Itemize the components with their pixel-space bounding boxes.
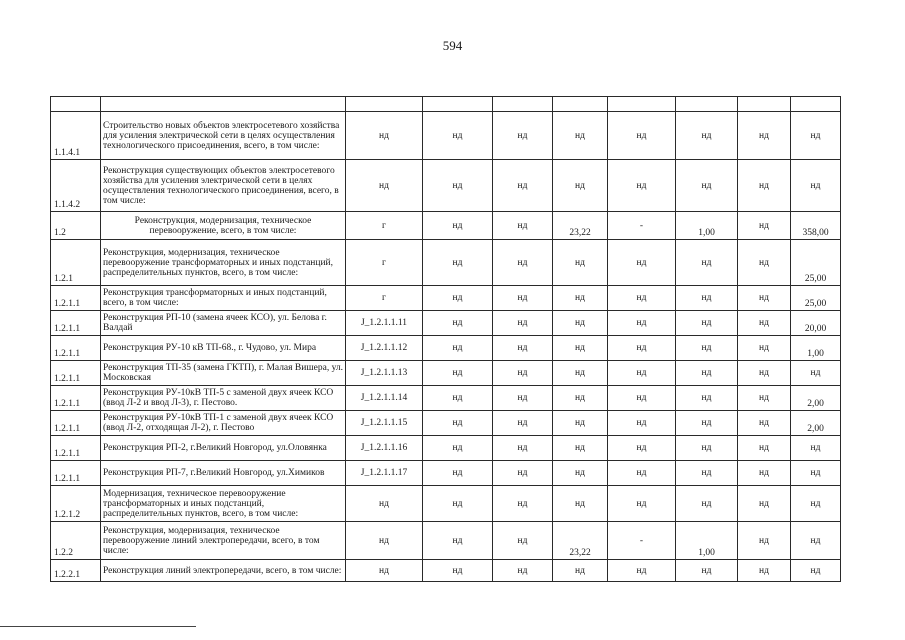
row-code: 1.2.1.1 <box>51 411 101 436</box>
value-cell: нд <box>423 240 493 286</box>
row-code: 1.2.1.1 <box>51 361 101 386</box>
value-cell: нд <box>676 160 738 212</box>
row-code: 1.2 <box>51 212 101 240</box>
row-name: Реконструкция, модернизация, техническое перевооружение, всего, в том числе: <box>101 212 346 240</box>
value-cell: нд <box>676 286 738 311</box>
value-cell: нд <box>738 411 791 436</box>
value-cell: нд <box>738 560 791 582</box>
value-cell: 23,22 <box>553 212 608 240</box>
row-code: 1.2.1.1 <box>51 336 101 361</box>
table-row <box>51 461 841 486</box>
value-cell: нд <box>493 336 553 361</box>
value-cell: нд <box>676 486 738 522</box>
value-cell: нд <box>676 311 738 336</box>
row-name: Реконструкция РП-10 (замена ячеек КСО), ул. Белова г. Валдай <box>101 311 346 336</box>
footnote-rule <box>0 626 196 627</box>
table-row <box>51 97 841 112</box>
value-cell: нд <box>423 411 493 436</box>
value-cell: нд <box>738 522 791 560</box>
value-cell: нд <box>791 436 841 461</box>
value-cell: нд <box>608 336 676 361</box>
value-cell: нд <box>738 361 791 386</box>
row-identifier: нд <box>346 486 423 522</box>
table-row <box>51 240 841 286</box>
table-row <box>51 560 841 582</box>
row-name: Реконструкция трансформаторных и иных подстанций, всего, в том числе: <box>101 286 346 311</box>
value-cell: нд <box>423 311 493 336</box>
value-cell: нд <box>493 311 553 336</box>
value-cell: - <box>608 522 676 560</box>
value-cell: нд <box>791 522 841 560</box>
value-cell: нд <box>493 386 553 411</box>
table-row <box>51 522 841 560</box>
row-name: Реконструкция РП-7, г.Великий Новгород, ул.Химиков <box>101 461 346 486</box>
value-cell: нд <box>738 461 791 486</box>
value-cell: нд <box>608 112 676 160</box>
value-cell: нд <box>553 311 608 336</box>
value-cell: нд <box>423 386 493 411</box>
value-cell: нд <box>738 386 791 411</box>
value-cell: нд <box>493 436 553 461</box>
value-cell: нд <box>676 436 738 461</box>
row-name: Строительство новых объектов электросетевого хозяйства для усиления электрической сети в целях осуществления технологического присоединения, всего, в том числе: <box>101 112 346 160</box>
value-cell: нд <box>493 112 553 160</box>
page-number: 594 <box>442 38 463 53</box>
value-cell: нд <box>423 486 493 522</box>
value-cell: нд <box>423 436 493 461</box>
row-identifier: нд <box>346 560 423 582</box>
value-cell: нд <box>423 361 493 386</box>
value-cell: нд <box>738 336 791 361</box>
value-cell: нд <box>676 240 738 286</box>
value-cell: нд <box>423 560 493 582</box>
value-cell: нд <box>493 522 553 560</box>
value-cell <box>608 97 676 112</box>
row-identifier: г <box>346 240 423 286</box>
value-cell: нд <box>553 361 608 386</box>
value-cell: нд <box>553 240 608 286</box>
value-cell: нд <box>791 361 841 386</box>
table-row <box>51 336 841 361</box>
value-cell: нд <box>738 212 791 240</box>
value-cell: нд <box>676 411 738 436</box>
value-cell: нд <box>553 560 608 582</box>
value-cell: нд <box>738 486 791 522</box>
table-row <box>51 286 841 311</box>
value-cell: 25,00 <box>791 240 841 286</box>
value-cell: нд <box>738 240 791 286</box>
table-row <box>51 160 841 212</box>
value-cell: нд <box>738 286 791 311</box>
value-cell: нд <box>553 411 608 436</box>
value-cell: нд <box>608 240 676 286</box>
row-identifier <box>346 97 423 112</box>
value-cell: 2,00 <box>791 411 841 436</box>
value-cell: - <box>608 212 676 240</box>
value-cell: нд <box>423 112 493 160</box>
value-cell: нд <box>423 286 493 311</box>
value-cell: нд <box>553 160 608 212</box>
row-identifier: J_1.2.1.1.13 <box>346 361 423 386</box>
row-identifier: J_1.2.1.1.14 <box>346 386 423 411</box>
table-row <box>51 436 841 461</box>
row-name: Реконструкция, модернизация, техническое перевооружение линий электропередачи, всего, в том числе: <box>101 522 346 560</box>
value-cell: нд <box>676 461 738 486</box>
value-cell: 1,00 <box>676 212 738 240</box>
value-cell: 2,00 <box>791 386 841 411</box>
row-identifier: г <box>346 212 423 240</box>
row-name: Реконструкция РУ-10 кВ ТП-68., г. Чудово, ул. Мира <box>101 336 346 361</box>
row-identifier: г <box>346 286 423 311</box>
table-row <box>51 112 841 160</box>
value-cell: нд <box>676 112 738 160</box>
value-cell: нд <box>608 286 676 311</box>
value-cell: нд <box>553 336 608 361</box>
value-cell: нд <box>493 411 553 436</box>
value-cell: нд <box>676 336 738 361</box>
row-identifier: J_1.2.1.1.11 <box>346 311 423 336</box>
value-cell: нд <box>608 436 676 461</box>
row-code: 1.2.1.2 <box>51 486 101 522</box>
value-cell: нд <box>608 461 676 486</box>
row-identifier: нд <box>346 522 423 560</box>
value-cell: нд <box>608 361 676 386</box>
value-cell: 1,00 <box>791 336 841 361</box>
value-cell: нд <box>493 486 553 522</box>
row-name: Реконструкция, модернизация, техническое перевооружение трансформаторных и иных подстанций, распределительных пунктов, всего, в том числе: <box>101 240 346 286</box>
table-row <box>51 311 841 336</box>
value-cell: нд <box>423 461 493 486</box>
value-cell <box>493 97 553 112</box>
row-identifier: J_1.2.1.1.17 <box>346 461 423 486</box>
row-name: Реконструкция ТП-35 (замена ГКТП), г. Малая Вишера, ул. Московская <box>101 361 346 386</box>
value-cell <box>423 97 493 112</box>
row-code: 1.2.2.1 <box>51 560 101 582</box>
value-cell: нд <box>738 112 791 160</box>
row-identifier: нд <box>346 160 423 212</box>
value-cell: нд <box>423 212 493 240</box>
row-identifier: нд <box>346 112 423 160</box>
value-cell: нд <box>493 212 553 240</box>
row-identifier: J_1.2.1.1.15 <box>346 411 423 436</box>
value-cell: нд <box>608 160 676 212</box>
value-cell: нд <box>493 461 553 486</box>
value-cell: нд <box>738 436 791 461</box>
row-identifier: J_1.2.1.1.12 <box>346 336 423 361</box>
value-cell: 20,00 <box>791 311 841 336</box>
row-code: 1.1.4.1 <box>51 112 101 160</box>
table-row <box>51 386 841 411</box>
value-cell: нд <box>553 486 608 522</box>
value-cell: нд <box>791 486 841 522</box>
value-cell: нд <box>676 386 738 411</box>
row-code: 1.2.1.1 <box>51 461 101 486</box>
value-cell: нд <box>493 160 553 212</box>
value-cell <box>553 97 608 112</box>
row-code: 1.2.1.1 <box>51 436 101 461</box>
value-cell: нд <box>738 311 791 336</box>
value-cell: нд <box>676 560 738 582</box>
row-code: 1.2.2 <box>51 522 101 560</box>
value-cell: нд <box>493 560 553 582</box>
row-code: 1.2.1 <box>51 240 101 286</box>
value-cell <box>676 97 738 112</box>
table-row <box>51 486 841 522</box>
value-cell: нд <box>553 461 608 486</box>
row-name: Реконструкция РП-2, г.Великий Новгород, ул.Оловянка <box>101 436 346 461</box>
table-row <box>51 212 841 240</box>
value-cell: 23,22 <box>553 522 608 560</box>
row-name <box>101 97 346 112</box>
table-row <box>51 411 841 436</box>
investment-table <box>50 96 841 582</box>
value-cell: нд <box>423 336 493 361</box>
table-row <box>51 361 841 386</box>
row-name: Реконструкция существующих объектов электросетевого хозяйства для усиления электрической сети в целях осуществления технологического присоединения, всего, в том числе: <box>101 160 346 212</box>
row-code: 1.2.1.1 <box>51 386 101 411</box>
row-name: Реконструкция РУ-10кВ ТП-1 с заменой двух ячеек КСО (ввод Л-2, отходящая Л-2), г. Пестово <box>101 411 346 436</box>
value-cell: нд <box>608 311 676 336</box>
value-cell: нд <box>608 560 676 582</box>
row-code: 1.1.4.2 <box>51 160 101 212</box>
value-cell: 1,00 <box>676 522 738 560</box>
value-cell: нд <box>791 160 841 212</box>
value-cell: 25,00 <box>791 286 841 311</box>
value-cell: нд <box>553 436 608 461</box>
value-cell: нд <box>608 386 676 411</box>
value-cell: нд <box>553 286 608 311</box>
value-cell: нд <box>791 112 841 160</box>
value-cell <box>791 97 841 112</box>
value-cell: нд <box>608 486 676 522</box>
row-code: 1.2.1.1 <box>51 311 101 336</box>
row-name: Модернизация, техническое перевооружение трансформаторных и иных подстанций, распределительных пунктов, всего, в том числе: <box>101 486 346 522</box>
row-name: Реконструкция РУ-10кВ ТП-5 с заменой двух ячеек КСО (ввод Л-2 и ввод Л-3), г. Пестово. <box>101 386 346 411</box>
value-cell: нд <box>553 386 608 411</box>
row-code: 1.2.1.1 <box>51 286 101 311</box>
table-body <box>51 97 841 582</box>
value-cell: нд <box>791 560 841 582</box>
value-cell: нд <box>423 160 493 212</box>
value-cell: нд <box>493 286 553 311</box>
value-cell: нд <box>493 240 553 286</box>
value-cell: нд <box>676 361 738 386</box>
value-cell: нд <box>423 522 493 560</box>
row-code <box>51 97 101 112</box>
value-cell: нд <box>553 112 608 160</box>
value-cell <box>738 97 791 112</box>
value-cell: нд <box>608 411 676 436</box>
row-identifier: J_1.2.1.1.16 <box>346 436 423 461</box>
value-cell: нд <box>738 160 791 212</box>
value-cell: нд <box>493 361 553 386</box>
value-cell: нд <box>791 461 841 486</box>
row-name: Реконструкция линий электропередачи, всего, в том числе: <box>101 560 346 582</box>
value-cell: 358,00 <box>791 212 841 240</box>
